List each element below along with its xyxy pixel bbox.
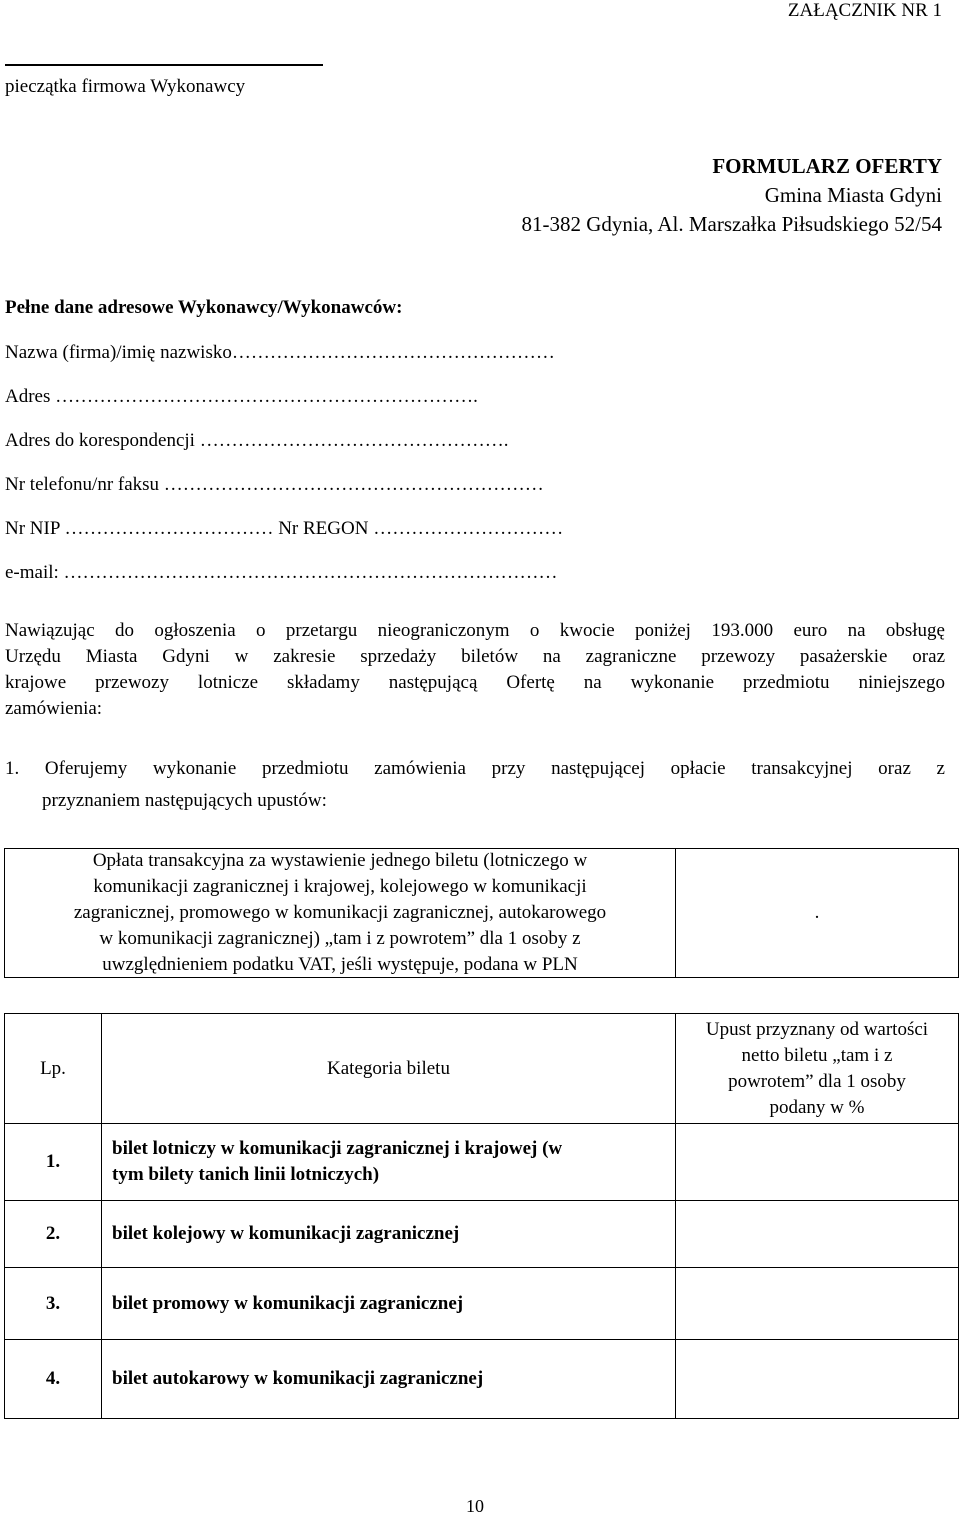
email-field: e-mail: …………………………………………………………………… [5,562,558,583]
row-3-discount[interactable] [676,1268,958,1339]
recipient-address: 81-382 Gdynia, Al. Marszałka Piłsudskiego 52/54 [521,212,942,236]
recipient-name: Gmina Miasta Gdyni [764,183,942,207]
intro-line-3: krajowe przewozy lotnicze składamy następującą Ofertę na wykonanie przedmiotu niniejszego [5,672,945,693]
fee-value[interactable]: . [814,902,820,923]
point-1-line-2: przyznaniem następujących upustów: [42,790,327,811]
stamp-label: pieczątka firmowa Wykonawcy [5,76,246,97]
row-1-discount[interactable] [676,1124,958,1200]
stamp-line [5,64,323,66]
header-lp: Lp. [40,1057,66,1079]
correspondence-address-field: Adres do korespondencji …………………………………………. [5,430,509,451]
row-3-category: bilet promowy w komunikacji zagranicznej [112,1292,464,1314]
row-2-category: bilet kolejowy w komunikacji zagranicznej [112,1223,460,1244]
contractor-heading: Pełne dane adresowe Wykonawcy/Wykonawców: [5,297,403,318]
row-1-category: bilet lotniczy w komunikacji zagranicznej i krajowej (w tym bilety tanich linii lotniczych) [112,1138,563,1185]
intro-line-1: Nawiązując do ogłoszenia o przetargu nieograniczonym o kwocie poniżej 193.000 euro na obsługę [5,620,945,641]
row-1-lp: 1. [45,1151,61,1172]
row-4-lp: 4. [45,1368,61,1389]
contractor-address-field: Adres …………………………………………………………. [5,386,478,407]
row-4-discount[interactable] [676,1340,958,1418]
intro-line-2: Urzędu Miasta Gdyni w zakresie sprzedaży biletów na zagraniczne przewozy pasażerskie oraz [5,646,945,667]
form-title: FORMULARZ OFERTY [712,154,942,178]
header-discount: Upust przyznany od wartości netto biletu „tam i z powrotem” dla 1 osoby podany w % [705,1018,929,1118]
row-4-category: bilet autokarowy w komunikacji zagranicznej [112,1368,484,1389]
contractor-name-field: Nazwa (firma)/imię nazwisko…………………………………………… [5,342,555,363]
row-2-lp: 2. [45,1223,61,1244]
intro-line-4: zamówienia: [5,698,103,719]
row-3-lp: 3. [45,1292,61,1314]
page-number: 10 [466,1496,484,1516]
fee-label: Opłata transakcyjna za wystawienie jednego biletu (lotniczego w komunikacji zagranicznej i krajowej, kolejowego w komunikacji zagranicznej, promowego w komunikacji zagranicznej, autokarowego w komunikacji zagranicznej) „tam i z powrotem” dla 1 osoby z uwzględnieniem podatku VAT, jeśli występuje, podana w PLN [73,850,607,975]
header-category: Kategoria biletu [327,1057,450,1079]
point-1-line-1: 1. Oferujemy wykonanie przedmiotu zamówienia przy następującej opłacie transakcyjnej oraz z [5,758,945,779]
nip-regon-field: Nr NIP …………………………… Nr REGON ………………………… [5,518,564,539]
annex-label: ZAŁĄCZNIK NR 1 [787,0,942,21]
phone-fax-field: Nr telefonu/nr faksu …………………………………………………… [5,474,544,495]
row-2-discount[interactable] [676,1201,958,1267]
